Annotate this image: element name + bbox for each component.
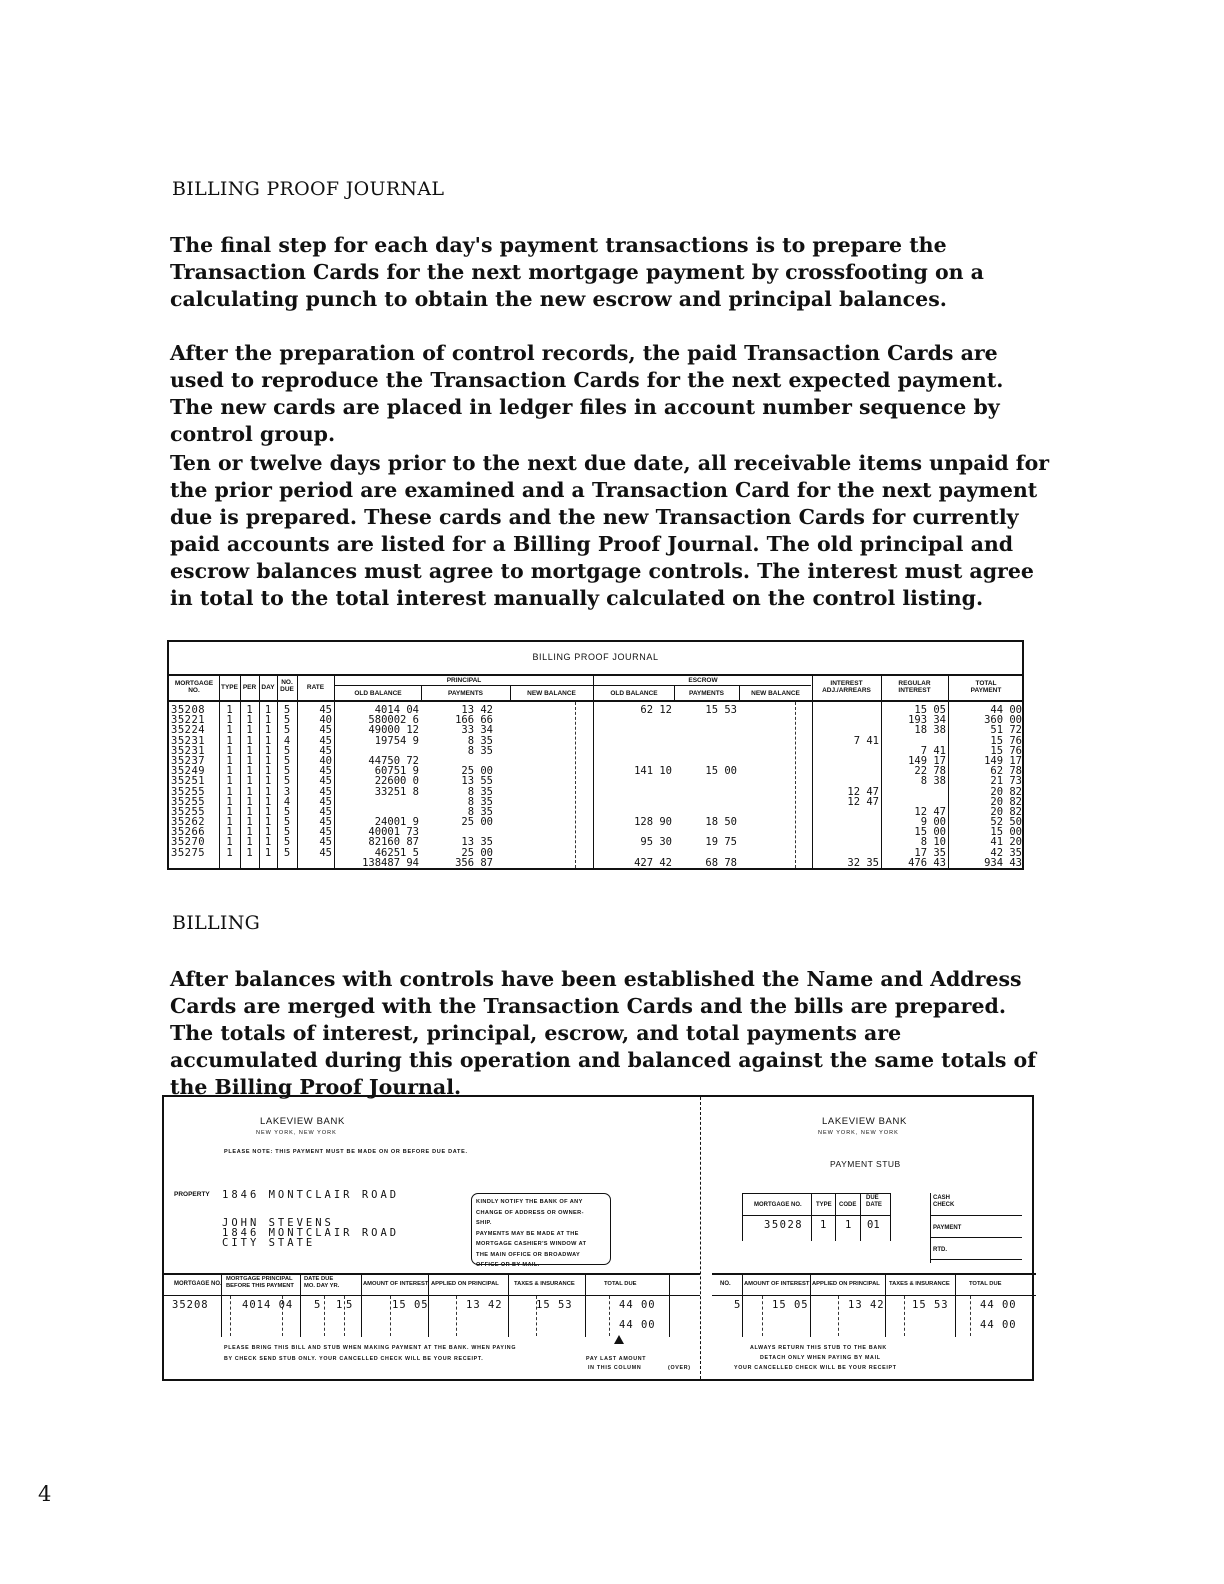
journal-cell: 7 41 [920,744,946,757]
journal-cell: 8 35 [467,785,493,798]
journal-cell: 15 05 [914,704,946,716]
journal-cell: 35262 [171,816,206,829]
bill-header-mortgage-no: MORTGAGE NO. [174,1281,222,1287]
journal-cell: 21 73 [990,775,1022,788]
journal-cell [812,756,879,766]
journal-cell: 35275 [171,846,206,859]
journal-cell: 42 35 [990,846,1022,859]
journal-cell: 1 [226,826,233,839]
journal-cell: 45 [319,724,332,737]
journal-cell: 60751 9 [374,765,419,778]
journal-cell [674,736,737,746]
journal-cell: 1 [226,704,233,716]
journal-cell: 1 [246,805,253,818]
stub-table-header-interest: AMOUNT OF INTEREST [744,1281,810,1287]
journal-cell [674,725,737,735]
page-number: 4 [38,1482,52,1506]
journal-cell: 5 [283,805,291,818]
bill-total-due-repeat: 44 00 [619,1319,656,1331]
bill-mortgage-no: 35208 [172,1299,209,1311]
journal-cell: 5 [283,846,291,859]
header-type: TYPE [221,684,238,691]
journal-cell: 1 [226,795,233,808]
journal-cell: 1 [246,714,253,727]
header-no-due: NO. DUE [280,679,294,693]
payment-note: PLEASE NOTE: THIS PAYMENT MUST BE MADE ON OR BEFORE DUE DATE. [224,1149,468,1155]
journal-cell: 1 [264,805,272,818]
stub-code: 1 [845,1219,852,1231]
journal-cell: 1 [246,744,253,757]
journal-cell: 12 47 [847,785,879,798]
journal-cell: 1 [246,826,253,839]
journal-cell: 19 75 [705,836,737,849]
journal-cell: 1 [264,714,272,727]
bill-footer-line2: BY CHECK SEND STUB ONLY. YOUR CANCELLED CHECK WILL BE YOUR RECEIPT. [224,1356,484,1362]
bill-due-mo: 5 [314,1299,321,1311]
journal-cell: 44750 72 [368,754,419,767]
journal-cell: 8 35 [467,744,493,757]
column-rate [297,705,332,858]
journal-cell: 68 78 [705,856,737,869]
header-principal-old-balance: OLD BALANCE [354,690,402,697]
bill-due-yr: 5 [346,1299,353,1311]
section-heading-billing: BILLING [172,912,261,934]
journal-cell: 1 [264,836,272,849]
over-label: (OVER) [668,1365,691,1371]
stub-row-total-due-repeat: 44 00 [980,1319,1017,1331]
journal-cell: 8 35 [467,734,493,747]
stub-header-due-date: DUE DATE [866,1195,882,1208]
journal-cell: 35221 [171,714,206,727]
journal-cell: 1 [226,846,233,859]
header-principal-payments: PAYMENTS [447,690,484,697]
journal-cell: 12 47 [914,805,946,818]
journal-cell: 35237 [171,754,206,767]
journal-cell: 9 00 [920,816,946,829]
journal-cell: 5 [283,765,291,778]
header-escrow-payments: PAYMENTS [688,690,725,697]
journal-cell: 1 [246,724,253,737]
journal-cell: 20 82 [990,805,1022,818]
journal-cell [812,817,879,827]
header-principal-new-balance: NEW BALANCE [527,690,576,697]
journal-cell: 934 43 [984,856,1022,869]
column-regular-interest [881,705,946,868]
journal-cell: 62 12 [640,704,672,716]
journal-cell: 149 17 [984,754,1022,767]
journal-cell: 138487 94 [362,856,419,869]
journal-cell: 35255 [171,805,206,818]
journal-cell: 45 [319,836,332,849]
journal-title: BILLING PROOF JOURNAL [532,652,659,662]
journal-cell: 45 [319,785,332,798]
journal-cell: 1 [246,765,253,778]
journal-cell: 20 82 [990,785,1022,798]
journal-cell: 45 [319,826,332,839]
journal-cell: 45 [319,805,332,818]
journal-cell: 1 [226,816,233,829]
notice-box: KINDLY NOTIFY THE BANK OF ANY CHANGE OF ADDRESS OR OWNER- SHIP. PAYMENTS MAY BE MADE AT THE MORTGAGE CASHIER'S WINDOW AT THE MAIN OFFICE OR BROADWAY OFFICE OR BY MAIL. [471,1193,611,1265]
journal-cell: 45 [319,704,332,716]
journal-cell: 1 [226,765,233,778]
journal-cell: 193 34 [908,714,946,727]
column-escrow-payments [674,705,737,868]
journal-cell: 24001 9 [374,816,419,829]
journal-cell: 5 [283,826,291,839]
journal-cell [812,837,879,847]
journal-cell: 32 35 [847,856,879,869]
bank-name: LAKEVIEW BANK [260,1116,345,1127]
journal-cell: 15 00 [914,826,946,839]
journal-cell: 15 76 [990,744,1022,757]
journal-cell [674,776,737,786]
header-regular-interest: REGULAR INTEREST [898,680,931,694]
journal-cell: 4014 04 [374,704,419,716]
journal-cell: 95 30 [640,836,672,849]
column-escrow-old-balance [594,705,672,868]
journal-cell: 4 [283,734,291,747]
journal-cell [881,787,946,797]
journal-cell: 1 [246,836,253,849]
paragraph-billing: After balances with controls have been established the Name and Address Cards are merged with the Transaction Cards and the bills are prepared. The totals of interest, principal, escrow, and total payments are accumulated during this operation and balanced against the same totals of the Billing Proof Journal. [170,967,1037,1099]
journal-cell: 1 [264,704,272,716]
journal-cell: 13 55 [461,775,493,788]
journal-cell: 13 35 [461,836,493,849]
journal-cell [674,787,737,797]
journal-cell: 4 [283,795,291,808]
journal-cell [594,776,672,786]
journal-cell: 1 [246,754,253,767]
journal-cell: 8 38 [920,775,946,788]
header-rate: RATE [306,684,325,691]
journal-cell: 40 [319,714,332,727]
journal-cell: 40 [319,754,332,767]
bill-principal-before: 4014 04 [242,1299,294,1311]
journal-cell [812,776,879,786]
billing-proof-journal-table [167,640,1024,870]
journal-cell: 1 [264,744,272,757]
journal-cell: 1 [226,724,233,737]
stub-header-mortgage-no: MORTGAGE NO. [754,1202,802,1208]
journal-cell: 1 [226,785,233,798]
journal-cell: 15 76 [990,734,1022,747]
journal-cell: 149 17 [908,754,946,767]
journal-cell: 45 [319,846,332,859]
stub-title: PAYMENT STUB [830,1159,901,1169]
journal-cell: 8 10 [920,836,946,849]
journal-cell: 18 38 [914,724,946,737]
section-heading-billing-proof-journal: BILLING PROOF JOURNAL [172,178,445,200]
journal-cell: 33 34 [461,724,493,737]
journal-cell: 1 [264,846,272,859]
stub-table-header-principal: APPLIED ON PRINCIPAL [812,1281,880,1287]
journal-cell [812,715,879,725]
mailing-address-line2: CITY STATE [222,1237,316,1249]
journal-cell: 128 90 [634,816,672,829]
journal-cell: 7 41 [853,734,879,747]
bill-header-total-due: TOTAL DUE [604,1281,637,1287]
journal-cell: 35249 [171,765,206,778]
bill-principal: 13 42 [466,1299,503,1311]
journal-cell: 1 [246,734,253,747]
journal-cell: 1 [264,775,272,788]
stub-footer-line3: YOUR CANCELLED CHECK WILL BE YOUR RECEIPT [734,1365,897,1371]
journal-cell [335,797,419,807]
stub-row-no: 5 [734,1299,741,1311]
journal-cell: 476 43 [908,856,946,869]
journal-cell: 1 [226,754,233,767]
journal-cell: 45 [319,795,332,808]
bill-due-day: 1 [336,1299,343,1311]
journal-cell: 35231 [171,744,206,757]
mortgage-bill-form [162,1095,1034,1381]
journal-cell: 41 20 [990,836,1022,849]
journal-cell: 166 66 [455,714,493,727]
journal-cell: 18 50 [705,816,737,829]
mailing-name: JOHN STEVENS [222,1217,334,1229]
journal-cell: 45 [319,816,332,829]
stub-row-taxes: 15 53 [912,1299,949,1311]
journal-cell [674,715,737,725]
stub-header-code: CODE [839,1202,857,1208]
pay-last-amount-arrow-icon [614,1335,624,1344]
journal-cell: 360 00 [984,714,1022,727]
journal-cell: 1 [226,734,233,747]
column-no-due [277,705,297,858]
journal-cell: 45 [319,734,332,747]
stub-header-type: TYPE [816,1202,832,1208]
pay-last-amount-line2: IN THIS COLUMN [588,1365,642,1371]
journal-cell: 5 [283,816,291,829]
stub-row-principal: 13 42 [848,1299,885,1311]
bill-total-due: 44 00 [619,1299,656,1311]
journal-cell: 1 [264,754,272,767]
journal-cell: 1 [246,785,253,798]
journal-cell [594,787,672,797]
column-interest-adj [812,705,879,868]
journal-cell: 1 [264,795,272,808]
journal-cell [594,797,672,807]
bill-footer-line1: PLEASE BRING THIS BILL AND STUB WHEN MAKING PAYMENT AT THE BANK. WHEN PAYING [224,1345,517,1351]
journal-cell: 22600 0 [374,775,419,788]
journal-cell: 15 00 [705,765,737,778]
journal-cell: 22 78 [914,765,946,778]
journal-cell: 51 72 [990,724,1022,737]
header-day: DAY [261,684,275,691]
column-mortgage-no [171,705,218,858]
perforation-line [700,1097,701,1379]
journal-cell: 25 00 [461,816,493,829]
stub-header-cash-check: CASH CHECK [933,1195,955,1208]
stub-table-header-total-due: TOTAL DUE [969,1281,1002,1287]
stub-row-total-due: 44 00 [980,1299,1017,1311]
journal-cell [812,705,879,715]
journal-cell [594,746,672,756]
journal-cell: 141 10 [634,765,672,778]
header-escrow: ESCROW [688,677,718,684]
stub-header-payment: PAYMENT [933,1225,962,1231]
journal-cell: 62 78 [990,765,1022,778]
journal-cell: 1 [264,826,272,839]
journal-cell: 35255 [171,785,206,798]
property-address: 1846 MONTCLAIR ROAD [222,1189,400,1201]
bill-header-amount-of-interest: AMOUNT OF INTEREST [363,1281,429,1287]
bank-city: NEW YORK, NEW YORK [256,1130,337,1136]
journal-cell: 1 [246,795,253,808]
stub-table-header-no: NO. [720,1281,731,1287]
header-principal: PRINCIPAL [446,677,482,684]
journal-cell: 5 [283,744,291,757]
journal-cell: 1 [226,775,233,788]
journal-cell: 15 00 [990,826,1022,839]
bill-header-date-due: DATE DUE MO. DAY YR. [304,1276,340,1289]
bill-header-applied-on-principal: APPLIED ON PRINCIPAL [431,1281,499,1287]
journal-cell: 15 53 [705,704,737,716]
journal-cell: 35255 [171,795,206,808]
column-per [240,705,259,858]
journal-cell: 19754 9 [374,734,419,747]
journal-cell [812,807,879,817]
journal-cell: 1 [246,816,253,829]
stub-footer-line2: DETACH ONLY WHEN PAYING BY MAIL [760,1355,881,1361]
bill-taxes: 15 53 [536,1299,573,1311]
journal-cell: 1 [226,805,233,818]
journal-cell: 1 [226,714,233,727]
mailing-address-line1: 1846 MONTCLAIR ROAD [222,1227,400,1239]
journal-cell: 44 00 [990,704,1022,716]
journal-cell: 35266 [171,826,206,839]
journal-cell: 5 [283,775,291,788]
header-mortgage-no: MORTGAGE NO. [174,680,214,694]
column-principal-old-balance [335,705,419,868]
stub-table-header-taxes: TAXES & INSURANCE [889,1281,950,1287]
journal-cell: 1 [226,836,233,849]
stub-mortgage-no: 35028 [764,1219,804,1231]
paragraph-control-records: After the preparation of control records, the paid Transaction Cards are used to reproduce the Transaction Cards for the next expected payment. The new cards are placed in ledger files in account number sequence by control group. [170,341,1004,446]
header-escrow-old-balance: OLD BALANCE [610,690,658,697]
journal-cell: 5 [283,704,291,716]
journal-cell: 5 [283,754,291,767]
journal-cell: 580002 6 [368,714,419,727]
journal-cell [674,746,737,756]
paragraph-final-step: The final step for each day's payment transactions is to prepare the Transaction Cards for the next mortgage payment by crossfooting on a calculating punch to obtain the new escrow and principal balances. [170,233,984,311]
stub-header-rtd: RTD. [933,1247,947,1253]
property-label: PROPERTY [174,1191,210,1198]
stub-footer-line1: ALWAYS RETURN THIS STUB TO THE BANK [750,1345,887,1351]
journal-cell: 1 [264,785,272,798]
journal-cell [812,766,879,776]
journal-cell: 49000 12 [368,724,419,737]
journal-cell [594,725,672,735]
header-per: PER [242,684,257,691]
journal-cell: 8 35 [467,805,493,818]
journal-cell: 8 35 [467,795,493,808]
column-total-payment [948,705,1022,868]
header-total-payment: TOTAL PAYMENT [970,680,1002,694]
journal-cell: 35208 [171,704,206,716]
stub-due-date: 01 [867,1219,880,1231]
journal-cell: 3 [283,785,291,798]
journal-cell [594,715,672,725]
journal-cell: 40001 73 [368,826,419,839]
journal-cell: 33251 8 [374,785,419,798]
journal-cell: 356 87 [455,856,493,869]
stub-bank-city: NEW YORK, NEW YORK [818,1130,899,1136]
journal-cell: 1 [246,846,253,859]
journal-cell: 35251 [171,775,206,788]
journal-cell: 20 82 [990,795,1022,808]
journal-cell: 46251 5 [374,846,419,859]
journal-cell [594,736,672,746]
journal-cell: 1 [246,775,253,788]
bill-interest: 15 05 [392,1299,429,1311]
journal-cell: 35231 [171,734,206,747]
journal-cell: 25 00 [461,765,493,778]
journal-cell: 5 [283,714,291,727]
journal-cell: 82160 87 [368,836,419,849]
header-escrow-new-balance: NEW BALANCE [751,690,800,697]
journal-cell: 45 [319,765,332,778]
journal-cell: 45 [319,775,332,788]
journal-cell: 35270 [171,836,206,849]
journal-cell: 1 [264,816,272,829]
journal-cell: 13 42 [461,704,493,716]
journal-cell: 5 [283,836,291,849]
bill-header-taxes-insurance: TAXES & INSURANCE [514,1281,575,1287]
bill-header-principal-before: MORTGAGE PRINCIPAL BEFORE THIS PAYMENT [226,1276,294,1289]
journal-cell: 52 50 [990,816,1022,829]
journal-cell: 5 [283,724,291,737]
column-principal-payments [421,705,493,868]
stub-type: 1 [820,1219,827,1231]
journal-cell: 1 [264,765,272,778]
journal-cell [812,827,879,837]
column-type [219,705,240,858]
journal-cell [674,797,737,807]
journal-cell [812,746,879,756]
header-interest-adj: INTEREST ADJ./ARREARS [822,680,871,694]
journal-cell: 12 47 [847,795,879,808]
stub-row-interest: 15 05 [772,1299,809,1311]
pay-last-amount-line1: PAY LAST AMOUNT [586,1356,647,1362]
journal-cell: 1 [264,734,272,747]
column-day [259,705,277,858]
paragraph-due-date: Ten or twelve days prior to the next due date, all receivable items unpaid for the prior period are examined and a Transaction Card for the next payment due is prepared. These cards and the new Transaction Cards for currently paid accounts are listed for a Billing Proof Journal. The old principal and escrow balances must agree to mortgage controls. The interest must agree in total to the total interest manually calculated on the control listing. [170,451,1050,610]
journal-cell: 427 42 [634,856,672,869]
journal-cell: 1 [264,724,272,737]
journal-cell: 35224 [171,724,206,737]
journal-cell: 25 00 [461,846,493,859]
stub-bank-name: LAKEVIEW BANK [822,1116,907,1127]
journal-cell: 1 [246,704,253,716]
journal-cell: 17 35 [914,846,946,859]
journal-cell: 1 [226,744,233,757]
journal-cell: 45 [319,744,332,757]
